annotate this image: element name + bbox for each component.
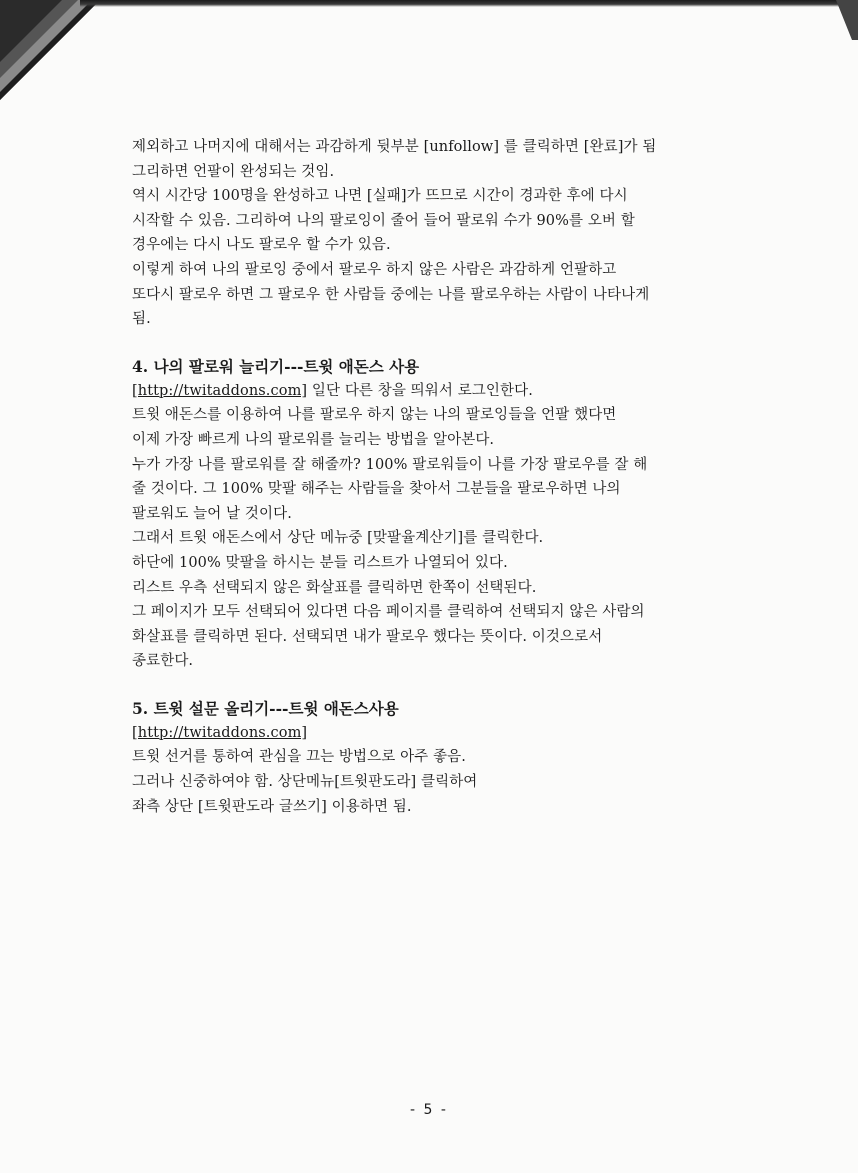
text-line: 그래서 트윗 애돈스에서 상단 메뉴중 [맞팔율계산기]를 클릭한다. bbox=[132, 530, 544, 547]
text-line: 트윗 선거를 통하여 관심을 끄는 방법으로 아주 좋음. bbox=[132, 749, 466, 766]
scan-right-edge bbox=[836, 0, 858, 40]
paragraph-top bbox=[132, 135, 732, 332]
text-line: 또다시 팔로우 하면 그 팔로우 한 사람들 중에는 나를 팔로우하는 사람이 나타나게 bbox=[132, 286, 650, 303]
text-line: 그리하면 언팔이 완성되는 것임. bbox=[132, 163, 335, 180]
document-body bbox=[132, 135, 732, 819]
text-line: 역시 시간당 100명을 완성하고 나면 [실패]가 뜨므로 시간이 경과한 후에 다시 bbox=[132, 188, 628, 205]
twitaddons-link[interactable]: [http://twitaddons.com] bbox=[132, 724, 308, 741]
text-line: 제외하고 나머지에 대해서는 과감하게 뒷부분 [unfollow] 를 클릭하면 [완료]가 됨 bbox=[132, 139, 657, 155]
text-line: 팔로워도 늘어 날 것이다. bbox=[132, 505, 292, 522]
section-5-heading: 5. 트윗 설문 올리기---트윗 애돈스사용 bbox=[132, 698, 399, 718]
text-line: 됨. bbox=[132, 311, 151, 328]
section-5-body bbox=[132, 745, 732, 819]
text-line: 누가 가장 나를 팔로워를 잘 해줄까? 100% 팔로워들이 나를 가장 팔로우를 잘 해 bbox=[132, 456, 648, 473]
link-line-text: 일단 다른 창을 띄워서 로그인한다. bbox=[307, 382, 533, 399]
scan-top-edge bbox=[80, 0, 858, 7]
text-line: 시작할 수 있음. 그리하여 나의 팔로잉이 줄어 들어 팔로워 수가 90%를 오버 할 bbox=[132, 212, 635, 229]
section-5-link-line bbox=[132, 721, 732, 746]
text-line: 리스트 우측 선택되지 않은 화살표를 클릭하면 한쪽이 선택된다. bbox=[132, 579, 537, 596]
text-line: 화살표를 클릭하면 된다. 선택되면 내가 팔로우 했다는 뜻이다. 이것으로서 bbox=[132, 628, 603, 645]
section-4-link-line bbox=[132, 379, 732, 404]
section-4-body bbox=[132, 403, 732, 674]
section-4-heading: 4. 나의 팔로워 늘리기---트윗 애돈스 사용 bbox=[132, 356, 420, 376]
text-line: 줄 것이다. 그 100% 맞팔 해주는 사람들을 찾아서 그분들을 팔로우하면 나의 bbox=[132, 481, 621, 498]
text-line: 이렇게 하여 나의 팔로잉 중에서 팔로우 하지 않은 사람은 과감하게 언팔하고 bbox=[132, 261, 617, 278]
scan-corner-shadow bbox=[0, 0, 110, 110]
text-line: 그러나 신중하여야 함. 상단메뉴[트윗판도라] 클릭하여 bbox=[132, 774, 478, 791]
text-line: 하단에 100% 맞팔을 하시는 분들 리스트가 나열되어 있다. bbox=[132, 554, 508, 571]
text-line: 그 페이지가 모두 선택되어 있다면 다음 페이지를 클릭하여 선택되지 않은 사람의 bbox=[132, 604, 645, 621]
text-line: 경우에는 다시 나도 팔로우 할 수가 있음. bbox=[132, 237, 391, 254]
text-line: 트윗 애돈스를 이용하여 나를 팔로우 하지 않는 나의 팔로잉들을 언팔 했다면 bbox=[132, 407, 617, 424]
text-line: 종료한다. bbox=[132, 653, 194, 670]
twitaddons-link[interactable]: [http://twitaddons.com] bbox=[132, 382, 308, 399]
text-line: 이제 가장 빠르게 나의 팔로워를 늘리는 방법을 알아본다. bbox=[132, 431, 495, 448]
page-number: - 5 - bbox=[410, 1102, 448, 1118]
text-line: 좌측 상단 [트윗판도라 글쓰기] 이용하면 됨. bbox=[132, 798, 412, 815]
